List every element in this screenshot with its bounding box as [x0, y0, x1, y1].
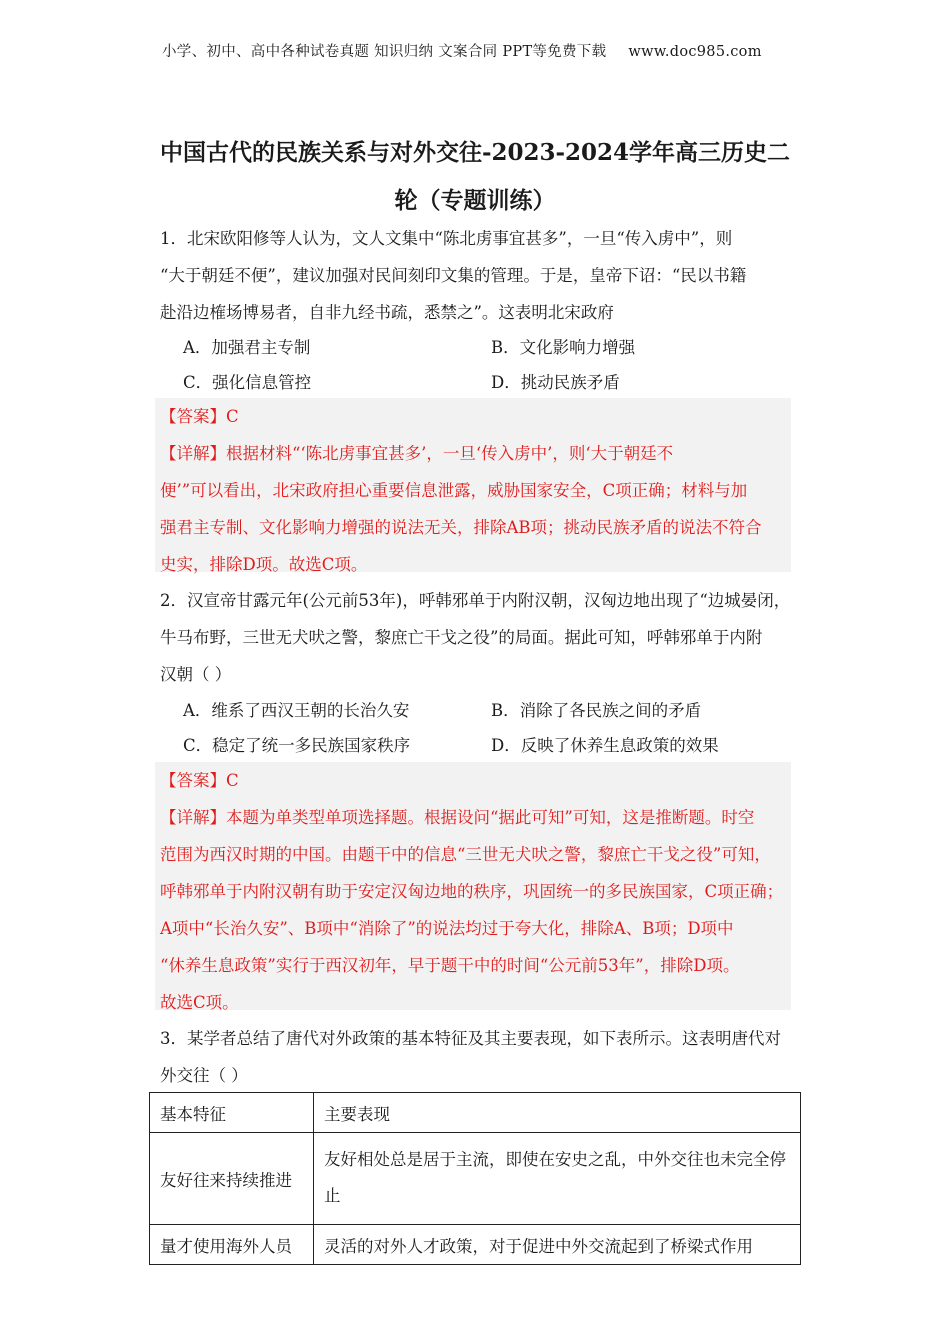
q2-detail-line: 故选C项。	[160, 993, 239, 1012]
q2-option-b: B．消除了各民族之间的矛盾	[491, 701, 702, 720]
q2-stem-line: 2．汉宣帝甘露元年(公元前53年)，呼韩邪单于内附汉朝，汉匈边地出现了“边城晏闭，	[160, 591, 791, 610]
table-cell: 灵活的对外人才政策，对于促进中外交流起到了桥梁式作用	[314, 1225, 801, 1265]
q1-option-c: C．强化信息管控	[183, 373, 312, 392]
q1-stem-line: “大于朝廷不便”，建议加强对民间刻印文集的管理。于是，皇帝下诏：“民以书籍	[160, 266, 747, 285]
q2-answer: 【答案】C	[160, 771, 239, 790]
page-header	[162, 40, 762, 61]
q3-stem-line: 外交往（ ）	[160, 1066, 248, 1085]
q2-stem-line: 牛马布野，三世无犬吠之警，黎庶亡干戈之役”的局面。据此可知，呼韩邪单于内附	[160, 628, 763, 647]
q1-detail-line: 强君主专制、文化影响力增强的说法无关，排除AB项；挑动民族矛盾的说法不符合	[160, 518, 762, 537]
table-header-cell: 主要表现	[314, 1093, 801, 1133]
table-header-row	[150, 1093, 801, 1133]
q2-detail-line: 【详解】本题为单类型单项选择题。根据设问“据此可知”可知，这是推断题。时空	[160, 808, 755, 827]
q1-option-a: A．加强君主专制	[183, 338, 311, 357]
q2-option-c: C．稳定了统一多民族国家秩序	[183, 736, 411, 755]
table-cell: 友好往来持续推进	[150, 1133, 314, 1225]
q2-option-a: A．维系了西汉王朝的长治久安	[183, 701, 410, 720]
doc-title-line-1: 中国古代的民族关系与对外交往-2023-2024学年高三历史二	[159, 139, 791, 166]
table-row	[150, 1225, 801, 1265]
q1-option-b: B．文化影响力增强	[491, 338, 636, 357]
q2-detail-line: 呼韩邪单于内附汉朝有助于安定汉匈边地的秩序，巩固统一的多民族国家，C项正确；	[160, 882, 784, 901]
q1-detail-line: 史实，排除D项。故选C项。	[160, 555, 368, 574]
q1-detail-line: 【详解】根据材料“‘陈北虏事宜甚多’，一旦‘传入虏中’，则‘大于朝廷不	[160, 444, 674, 463]
table-cell: 量才使用海外人员	[150, 1225, 314, 1265]
table-header-cell: 基本特征	[150, 1093, 314, 1133]
q3-stem-line: 3．某学者总结了唐代对外政策的基本特征及其主要表现，如下表所示。这表明唐代对	[160, 1029, 781, 1048]
table-row	[150, 1133, 801, 1225]
q2-option-d: D．反映了休养生息政策的效果	[491, 736, 719, 755]
header-text: 小学、初中、高中各种试卷真题 知识归纳 文案合同 PPT等免费下载	[162, 44, 607, 60]
q1-answer: 【答案】C	[160, 407, 239, 426]
doc-title-line-2: 轮（专题训练）	[394, 187, 556, 214]
q2-detail-line: 范围为西汉时期的中国。由题干中的信息“三世无犬吠之警，黎庶亡干戈之役”可知，	[160, 845, 771, 864]
q1-detail-line: 便’”可以看出，北宋政府担心重要信息泄露，威胁国家安全，C项正确；材料与加	[160, 481, 748, 500]
q2-detail-line: A项中“长治久安”、B项中“消除了”的说法均过于夸大化，排除A、B项；D项中	[160, 919, 734, 938]
q1-stem-line: 赴沿边榷场博易者，自非九经书疏，悉禁之”。这表明北宋政府	[160, 303, 614, 322]
q2-detail-line: “休养生息政策”实行于西汉初年，早于题干中的时间“公元前53年”，排除D项。	[160, 956, 740, 975]
q1-stem-line: 1．北宋欧阳修等人认为，文人文集中“陈北虏事宜甚多”，一旦“传入虏中”，则	[160, 229, 733, 248]
q2-stem-line: 汉朝（ ）	[160, 665, 232, 684]
table-cell: 友好相处总是居于主流，即使在安史之乱，中外交往也未完全停止	[314, 1133, 801, 1225]
q3-table	[149, 1092, 801, 1265]
header-url[interactable]: www.doc985.com	[628, 44, 762, 60]
q1-option-d: D．挑动民族矛盾	[491, 373, 620, 392]
